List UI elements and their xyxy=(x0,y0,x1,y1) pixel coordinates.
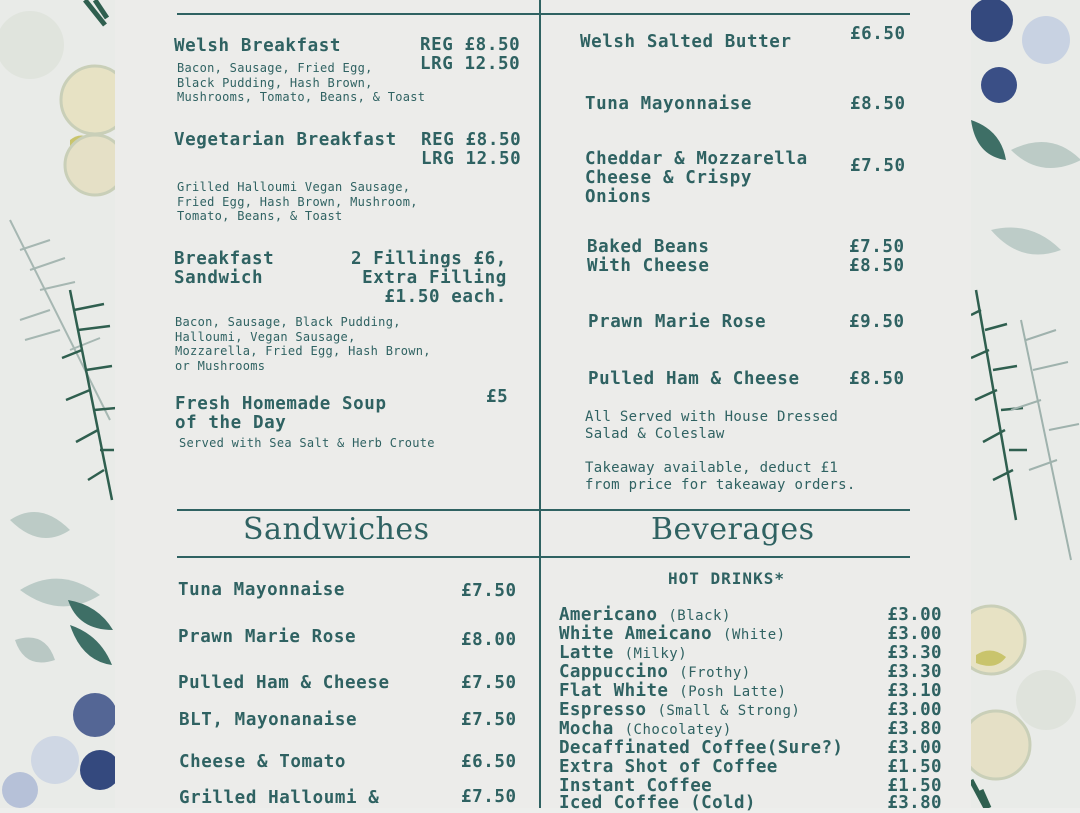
beverage-note: (Black) xyxy=(668,608,731,624)
breakfast-item-name: Welsh Breakfast xyxy=(174,36,342,56)
beverage-name: Mocha xyxy=(559,719,614,739)
beverage-name: Cappuccino xyxy=(559,662,669,682)
toastie-item-price: £8.50 xyxy=(850,94,906,114)
beverage-note: (Milky) xyxy=(624,646,688,662)
toastie-item-price: £9.50 xyxy=(849,312,905,332)
beverage-name: Espresso xyxy=(559,700,647,720)
beverage-row xyxy=(559,682,942,702)
sandwich-item-name: Cheese & Tomato xyxy=(179,752,347,772)
beverage-note: (Frothy) xyxy=(679,665,751,681)
beverage-name: Instant Coffee xyxy=(559,776,713,796)
beverage-name: Extra Shot of Coffee xyxy=(559,757,778,777)
center-divider-top xyxy=(539,0,541,530)
sandwich-item-price: £7.50 xyxy=(461,787,517,807)
beverage-name: Iced Coffee (Cold) xyxy=(559,793,756,813)
breakfast-item-name: Breakfast Sandwich xyxy=(174,249,275,288)
beverage-price: £3.30 xyxy=(887,643,942,663)
hot-drinks-subheading: HOT DRINKS* xyxy=(668,569,785,588)
beverage-row xyxy=(559,720,942,740)
beverage-row xyxy=(559,625,942,645)
beverage-price: £1.50 xyxy=(887,776,942,796)
sandwich-item-price: £8.00 xyxy=(461,630,517,650)
sandwich-item-price: £6.50 xyxy=(461,752,517,772)
beverage-name: Flat White xyxy=(559,681,669,701)
toastie-item-price: £7.50 xyxy=(850,156,906,176)
sandwich-item-price: £7.50 xyxy=(461,581,517,601)
mid-divider xyxy=(177,509,910,511)
beverage-name: Americano xyxy=(559,605,658,625)
breakfast-item-desc: Grilled Halloumi Vegan Sausage, Fried Egg, Hash Brown, Mushroom, Tomato, Beans, & Toast xyxy=(177,180,418,223)
beverage-note: (Posh Latte) xyxy=(679,684,787,700)
beverage-name: White Ameicano xyxy=(559,624,713,644)
beverage-price: £3.80 xyxy=(887,793,942,813)
beverage-price: £3.80 xyxy=(887,719,942,739)
beverage-row xyxy=(559,663,942,683)
toastie-served-note: All Served with House Dressed Salad & Coleslaw xyxy=(585,409,839,442)
beverage-price: £3.00 xyxy=(887,738,942,758)
sandwich-item-price: £7.50 xyxy=(461,710,517,730)
sandwiches-heading: Sandwiches xyxy=(243,512,430,547)
beverage-row xyxy=(559,701,942,721)
beverage-name: Latte xyxy=(559,643,614,663)
center-divider-bottom xyxy=(539,530,541,808)
beverage-name: Decaffinated Coffee(Sure?) xyxy=(559,738,844,758)
beverage-price: £3.10 xyxy=(887,681,942,701)
beverage-price: £3.00 xyxy=(887,605,942,625)
takeaway-note: Takeaway available, deduct £1 from price for takeaway orders. xyxy=(585,460,856,493)
toastie-item-price: £6.50 xyxy=(850,24,906,44)
beverage-note: (Chocolatey) xyxy=(624,722,732,738)
breakfast-item-name: Fresh Homemade Soup of the Day xyxy=(175,394,387,433)
beverage-note: (Small & Strong) xyxy=(657,703,801,719)
breakfast-item-price: REG £8.50 LRG 12.50 xyxy=(420,35,521,74)
sandwich-item-price: £7.50 xyxy=(461,673,517,693)
beverage-price: £3.00 xyxy=(887,700,942,720)
beverage-row xyxy=(559,606,942,626)
breakfast-item-name: Vegetarian Breakfast xyxy=(174,130,397,150)
toastie-item-name: Baked Beans With Cheese xyxy=(587,237,710,276)
beverages-heading: Beverages xyxy=(651,512,815,547)
beverage-row xyxy=(559,794,942,813)
breakfast-item-price: REG £8.50 LRG 12.50 xyxy=(421,130,522,169)
breakfast-item-price: 2 Fillings £6, Extra Filling £1.50 each. xyxy=(351,249,507,307)
breakfast-item-desc: Bacon, Sausage, Black Pudding, Halloumi, Vegan Sausage, Mozzarella, Fried Egg, Hash Brown, or Mushrooms xyxy=(175,315,431,373)
toastie-item-name: Tuna Mayonnaise xyxy=(585,94,753,114)
toastie-item-name: Welsh Salted Butter xyxy=(580,32,792,52)
heading-underline xyxy=(177,556,910,558)
toastie-item-price: £7.50 £8.50 xyxy=(849,237,905,276)
sandwich-item-name: Prawn Marie Rose xyxy=(178,627,357,647)
sandwich-item-name: Tuna Mayonnaise xyxy=(178,580,346,600)
toastie-item-name: Cheddar & Mozzarella Cheese & Crispy Onions xyxy=(585,149,808,207)
beverage-row xyxy=(559,644,942,664)
toastie-item-name: Pulled Ham & Cheese xyxy=(588,369,800,389)
beverage-price: £3.00 xyxy=(887,624,942,644)
toastie-item-price: £8.50 xyxy=(849,369,905,389)
beverage-note: (White) xyxy=(723,627,786,643)
beverage-row xyxy=(559,758,942,777)
beverage-row xyxy=(559,739,942,758)
top-divider xyxy=(177,13,910,15)
sandwich-item-name: Grilled Halloumi & xyxy=(179,788,380,808)
sandwich-item-name: BLT, Mayonanaise xyxy=(179,710,358,730)
beverage-price: £1.50 xyxy=(887,757,942,777)
breakfast-item-desc: Bacon, Sausage, Fried Egg, Black Pudding, Hash Brown, Mushrooms, Tomato, Beans, & Toast xyxy=(177,61,426,104)
beverage-price: £3.30 xyxy=(887,662,942,682)
right-floral-border xyxy=(971,0,1080,808)
left-floral-border xyxy=(0,0,115,808)
sandwich-item-name: Pulled Ham & Cheese xyxy=(178,673,390,693)
toastie-item-name: Prawn Marie Rose xyxy=(588,312,767,332)
breakfast-item-desc: Served with Sea Salt & Herb Croute xyxy=(179,436,435,450)
breakfast-item-price: £5 xyxy=(486,387,509,407)
